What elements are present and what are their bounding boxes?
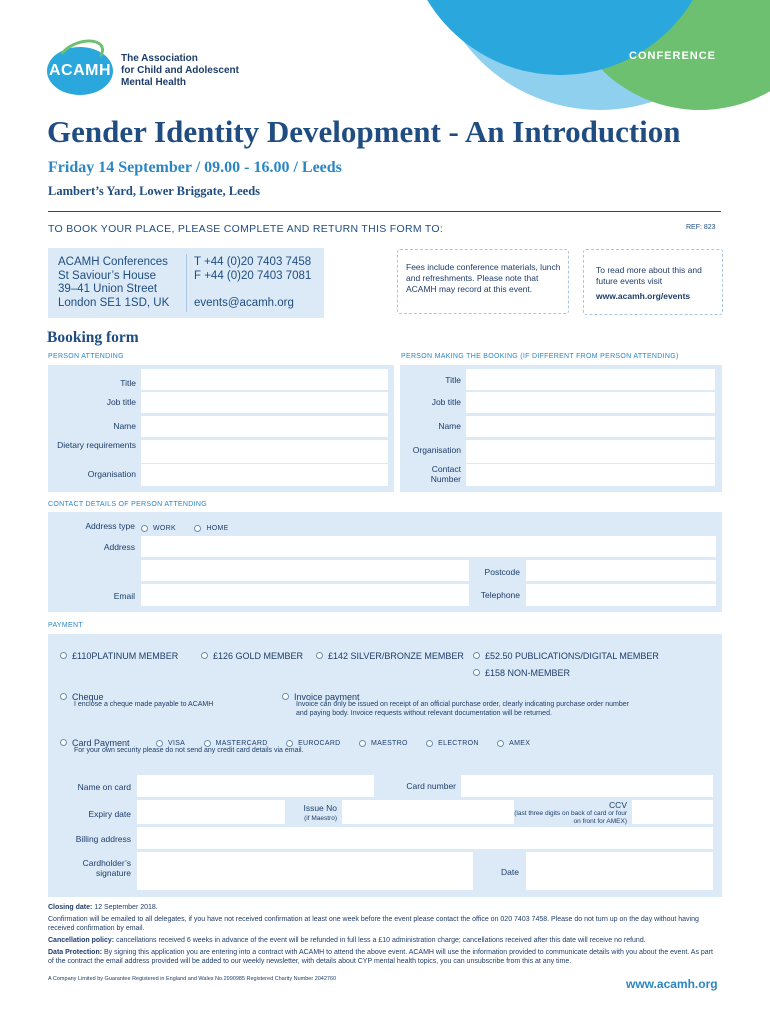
booker-panel <box>400 365 722 492</box>
booker-name-input[interactable] <box>466 416 715 437</box>
work-radio[interactable] <box>141 525 148 532</box>
confirmation-note: Confirmation will be emailed to all delegates, if you have not received confirmation at least one week before the event please contact the office on 020 7403 7458. Please do not turn up on the day without having received confirmation by email. <box>48 916 699 932</box>
cheque-radio[interactable] <box>60 693 67 700</box>
contact-details-panel <box>48 512 722 612</box>
maestro-radio[interactable] <box>359 740 366 747</box>
org-line-3: Mental Health <box>121 77 187 88</box>
address-label: Address <box>103 542 135 552</box>
cardholder-signature-label: Cardholder’s signature <box>82 858 131 878</box>
closing-date-label: Closing date: <box>48 904 93 911</box>
telephone-label: Telephone <box>480 590 520 600</box>
issue-no-label: Issue No <box>303 803 337 813</box>
card-type-label: MASTERCARD <box>215 740 268 748</box>
org-line-1: The Association <box>121 53 198 64</box>
conference-tag: CONFERENCE <box>629 50 717 62</box>
booker-organisation-input[interactable] <box>466 440 715 463</box>
signature-input[interactable] <box>137 852 473 890</box>
date-label: Date <box>501 867 519 877</box>
home-radio[interactable] <box>194 525 201 532</box>
org-line-2: for Child and Adolescent <box>121 65 239 76</box>
ccv-input[interactable] <box>632 800 713 824</box>
contact-address <box>58 256 169 310</box>
contact-email[interactable]: events@acamh.org <box>194 297 294 309</box>
membership-option[interactable] <box>473 647 659 665</box>
contact-numbers <box>194 256 311 283</box>
field-label: Name <box>438 421 461 431</box>
field-label: Title <box>120 378 136 388</box>
card-number-label: Card number <box>406 781 456 791</box>
cancellation-policy <box>48 936 720 945</box>
attending-organisation-input[interactable] <box>141 464 388 486</box>
billing-address-input[interactable] <box>137 827 713 849</box>
phone-number: T +44 (0)20 7403 7458 <box>194 256 312 268</box>
booker-title-input[interactable] <box>466 369 715 390</box>
address-type-label: Address type <box>85 521 135 531</box>
address-line: London SE1 1SD, UK <box>58 296 170 309</box>
email-input[interactable] <box>141 584 469 606</box>
option-label: £158 NON-MEMBER <box>485 667 571 678</box>
card-type-label: EUROCARD <box>298 740 341 748</box>
platinum-radio[interactable] <box>60 652 67 659</box>
gold-radio[interactable] <box>201 652 208 659</box>
attending-job-title-input[interactable] <box>141 392 388 413</box>
silver-bronze-radio[interactable] <box>316 652 323 659</box>
data-protection-label: Data Protection: <box>48 949 103 956</box>
field-label: Job title <box>106 397 136 407</box>
attending-dietary-input[interactable] <box>141 440 388 463</box>
field-label: Dietary requirements <box>57 440 136 450</box>
expiry-date-label: Expiry date <box>88 809 131 819</box>
field-label: Job title <box>431 397 461 407</box>
issue-no-sub: (if Maestro) <box>304 815 337 822</box>
ccv-label: CCV <box>609 800 627 810</box>
membership-option[interactable] <box>316 647 464 665</box>
attending-panel <box>48 365 394 492</box>
data-protection-value: By signing this application you are entering into a contract with ACAMH to attend the above event. ACAMH will use the information provided to communicate details with you about the event. As part of the contract the email address provided will be added to our weekly newsletter, with details about CYP mental health topics, you can unsubscribe from this at any time. <box>48 949 713 965</box>
divider <box>48 211 721 212</box>
card-payment-radio[interactable] <box>60 739 67 746</box>
contact-divider <box>186 254 187 312</box>
name-on-card-label: Name on card <box>77 782 131 792</box>
invoice-note: Invoice can only be issued on receipt of an official purchase order, clearly indicating purchase order number and paying body. Invoice requests without relevant documentation will be returned. <box>296 701 629 717</box>
payment-label: PAYMENT <box>48 622 83 629</box>
company-registration: A Company Limited by Guarantee Registered in England and Wales No.2990985 Registered Charity Number 2042760 <box>48 976 337 982</box>
field-label: Organisation <box>412 445 461 455</box>
cheque-label: Cheque <box>72 691 104 702</box>
org-name <box>121 53 251 89</box>
option-label: £52.50 PUBLICATIONS/DIGITAL MEMBER <box>485 650 659 661</box>
field-label: Organisation <box>87 469 136 479</box>
postcode-label: Postcode <box>484 567 520 577</box>
booker-contact-number-input[interactable] <box>466 464 715 486</box>
card-type-label: ELECTRON <box>438 740 479 748</box>
option-label: £110PLATINUM MEMBER <box>72 650 179 661</box>
card-security-note: For your own security please do not send any credit card details via email. <box>74 747 304 754</box>
field-label: Name <box>113 421 136 431</box>
card-type-label: AMEX <box>509 740 531 748</box>
attending-name-input[interactable] <box>141 416 388 437</box>
attending-title-input[interactable] <box>141 369 388 390</box>
closing-date <box>48 903 720 912</box>
data-protection <box>48 948 720 966</box>
ref-code: REF: 823 <box>686 224 716 231</box>
postcode-input[interactable] <box>526 560 716 581</box>
visit-link[interactable]: www.acamh.org/events <box>596 291 691 301</box>
acamh-logo[interactable] <box>47 47 113 95</box>
address-line-2-input[interactable] <box>141 560 469 581</box>
logo-text: ACAMH <box>48 62 112 79</box>
event-subtitle: Friday 14 September / 09.00 - 16.00 / Leeds <box>48 159 342 176</box>
cancellation-label: Cancellation policy: <box>48 937 115 944</box>
address-line: ACAMH Conferences <box>58 256 168 268</box>
visit-note: To read more about this and future events visit <box>596 265 702 286</box>
address-line: St Saviour’s House <box>58 269 157 282</box>
booking-instructions: TO BOOK YOUR PLACE, PLEASE COMPLETE AND RETURN THIS FORM TO: <box>48 223 444 235</box>
contact-details-label: CONTACT DETAILS OF PERSON ATTENDING <box>48 501 207 508</box>
option-label: £142 SILVER/BRONZE MEMBER <box>328 650 464 661</box>
booking-form-heading: Booking form <box>47 329 139 346</box>
name-on-card-input[interactable] <box>137 775 374 797</box>
card-type-label: MAESTRO <box>371 740 408 748</box>
invoice-label: Invoice payment <box>294 691 360 702</box>
field-label: Contact Number <box>430 464 461 484</box>
cancellation-value: cancellations received 6 weeks in advance of the event will be refunded in full less a £10 administration charge; cancellations received after this date will receive no refund. <box>116 937 646 944</box>
fax-number: F +44 (0)20 7403 7081 <box>194 269 312 282</box>
non-member-radio[interactable] <box>473 669 480 676</box>
ccv-sub: (last three digits on back of card or four on front for AMEX) <box>514 810 627 825</box>
electron-radio[interactable] <box>426 740 433 747</box>
card-payment-label: Card Payment <box>72 737 130 748</box>
payment-panel <box>48 634 722 897</box>
card-number-input[interactable] <box>461 775 713 797</box>
membership-option[interactable] <box>60 647 178 665</box>
telephone-input[interactable] <box>526 584 716 606</box>
option-label: £126 GOLD MEMBER <box>213 650 304 661</box>
membership-option[interactable] <box>201 647 303 665</box>
invoice-radio[interactable] <box>282 693 289 700</box>
address-line: 39–41 Union Street <box>58 283 158 295</box>
website-link[interactable]: www.acamh.org <box>626 977 718 991</box>
billing-address-label: Billing address <box>75 834 131 844</box>
address-input[interactable] <box>141 536 716 557</box>
card-type-label: VISA <box>168 740 186 748</box>
membership-option[interactable] <box>473 664 570 682</box>
field-label: Title <box>445 375 461 385</box>
expiry-date-input[interactable] <box>137 800 285 824</box>
work-label: WORK <box>153 525 176 533</box>
fees-note: Fees include conference materials, lunch and refreshments. Please note that ACAMH may record at this event. <box>406 262 561 294</box>
page-title: Gender Identity Development - An Introduction <box>47 114 681 149</box>
closing-date-value: 12 September 2018. <box>94 904 158 911</box>
date-input[interactable] <box>526 852 713 890</box>
issue-no-input[interactable] <box>342 800 514 824</box>
email-label: Email <box>113 591 135 601</box>
home-label: HOME <box>206 525 229 533</box>
person-booking-label: PERSON MAKING THE BOOKING (IF DIFFERENT FROM PERSON ATTENDING) <box>401 353 679 360</box>
person-attending-label: PERSON ATTENDING <box>48 353 124 360</box>
publications-radio[interactable] <box>473 652 480 659</box>
cheque-note: I enclose a cheque made payable to ACAMH <box>74 701 214 708</box>
amex-radio[interactable] <box>497 740 504 747</box>
booker-job-title-input[interactable] <box>466 392 715 413</box>
event-venue: Lambert’s Yard, Lower Briggate, Leeds <box>48 184 261 198</box>
